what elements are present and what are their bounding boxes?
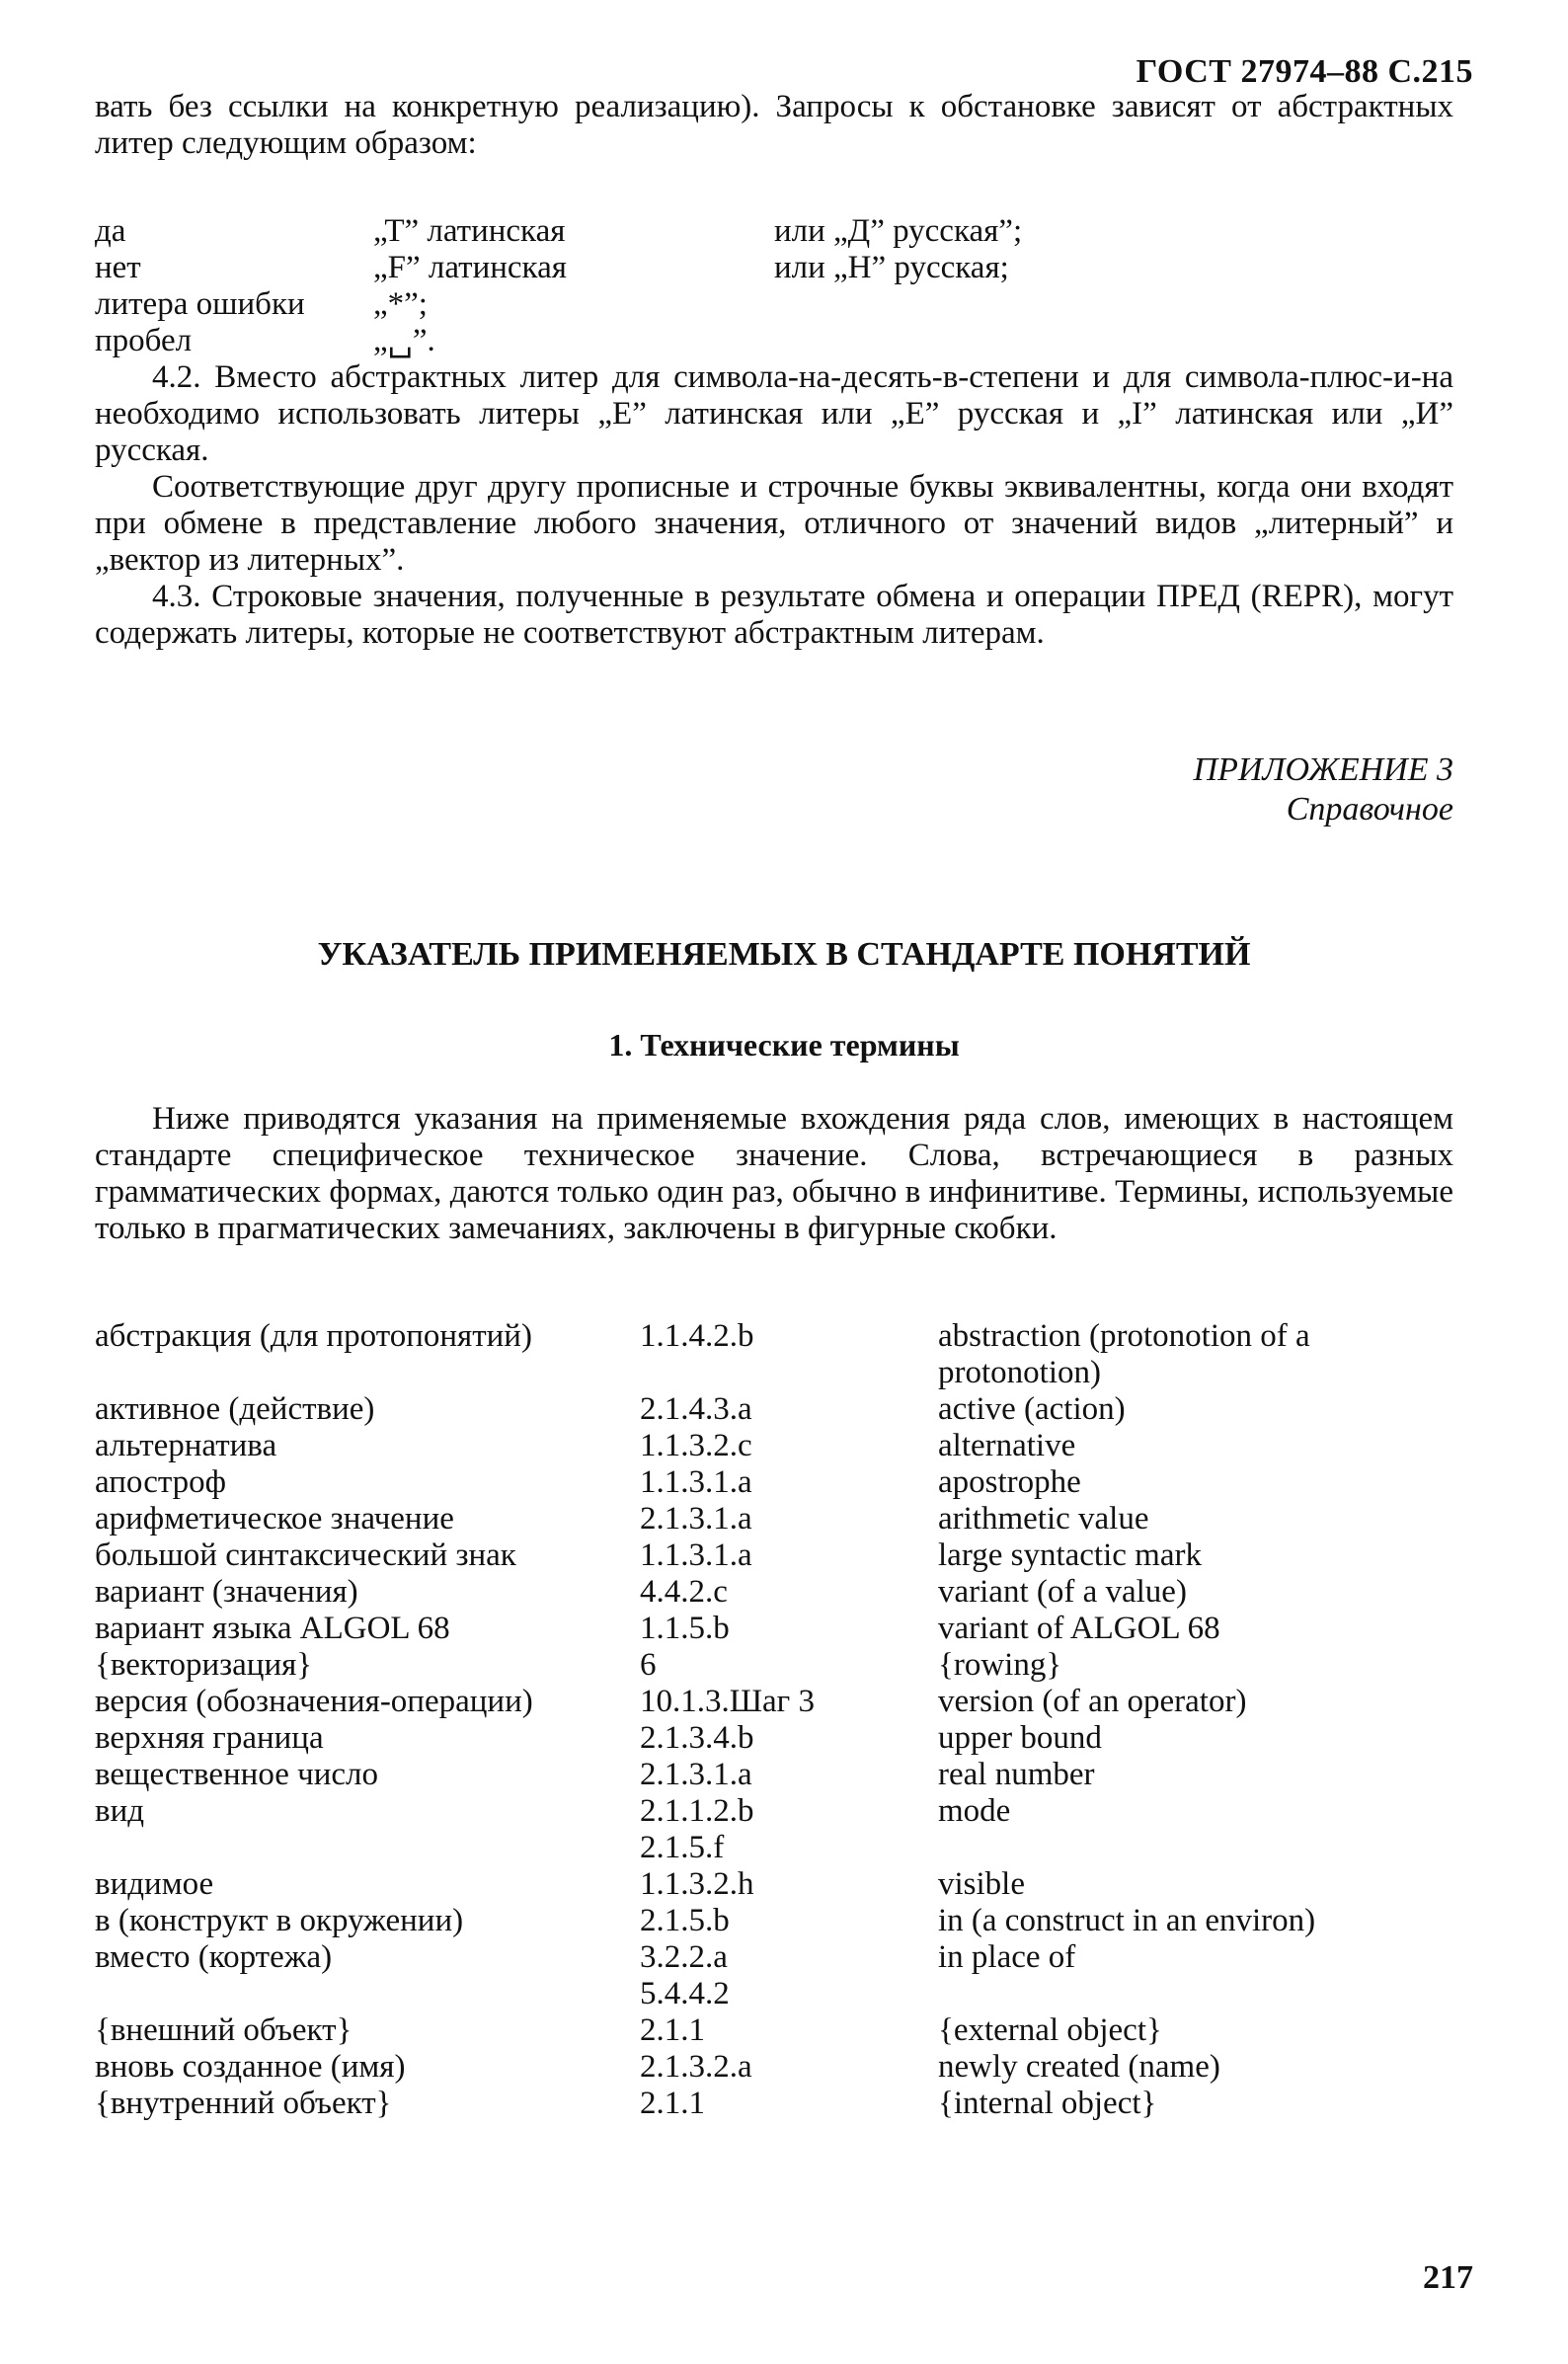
term-en: variant (of a value) [938,1574,1187,1610]
term-ru: версия (обозначения-операции) [95,1684,533,1719]
table-row [95,1830,1457,1866]
letter-latin: „F” латинская [373,250,567,285]
table-row [95,1903,1457,1939]
table-row [95,1757,1457,1793]
term-en: apostrophe [938,1464,1081,1500]
term-en: in place of [938,1939,1076,1975]
letter-row-space [95,323,1457,359]
appendix-block [1194,750,1453,829]
letter-row-no [95,250,1457,286]
term-en: arithmetic value [938,1501,1149,1537]
term-code: 2.1.3.1.a [640,1757,752,1792]
term-en: version (of an operator) [938,1684,1247,1719]
paragraph-cases: Соответствующие друг другу прописные и строчные буквы эквивалентны, когда они входят при обмене в представление любого значения, отличного от значений видов „литерный” и „вектор из литерных”. [95,469,1453,578]
term-code: 1.1.3.1.a [640,1464,752,1500]
letter-name: нет [95,250,141,285]
letter-russian: или „Н” русская; [774,250,1009,285]
intro-text: Ниже приводятся указания на применяемые вхождения ряда слов, имеющих в настоящем стандарте специфическое техническое значение. Слова, встречающиеся в разных грамматических формах, даются только один раз, обычно в инфинитиве. Термины, используемые только в прагматических замечаниях, заключены в фигурные скобки. [95,1101,1453,1246]
term-ru: активное (действие) [95,1391,375,1427]
table-row [95,1976,1457,2012]
page-header: ГОСТ 27974–88 С.215 [1136,53,1473,90]
term-code: 10.1.3.Шаг 3 [640,1684,815,1719]
term-ru: верхняя граница [95,1720,324,1756]
table-row [95,1537,1457,1574]
term-code: 2.1.1 [640,2086,705,2121]
letter-latin: „␣”. [373,323,435,358]
table-row [95,1720,1457,1757]
letter-latin: „*”; [373,286,428,322]
term-code: 6 [640,1647,657,1683]
top-paragraph [95,89,1453,162]
term-ru: вариант (значения) [95,1574,358,1610]
letter-row-yes [95,213,1457,250]
letter-row-error [95,286,1457,323]
term-en: {external object} [938,2012,1162,2048]
term-ru: вместо (кортежа) [95,1939,333,1975]
page-number: 217 [1423,2259,1473,2296]
term-en: large syntactic mark [938,1537,1202,1573]
term-code: 1.1.3.2.c [640,1428,752,1463]
term-en: in (a construct in an environ) [938,1903,1316,1938]
term-en: abstraction (protonotion of a protonotion) [938,1318,1310,1390]
term-en: mode [938,1793,1011,1829]
table-row [95,1647,1457,1684]
term-code: 1.1.3.1.a [640,1537,752,1573]
paragraph-4-2: 4.2. Вместо абстрактных литер для символа-на-десять-в-степени и для символа-плюс-и-на необходимо использовать литеры „Е” латинская или „Е” русская и „I” латинская или „И” русская. [95,359,1453,468]
table-row [95,1464,1457,1501]
term-ru: вид [95,1793,145,1829]
term-ru: абстракция (для протопонятий) [95,1318,532,1354]
table-row [95,1318,1457,1391]
term-en: {rowing} [938,1647,1062,1683]
term-ru: вещественное число [95,1757,379,1792]
term-en: active (action) [938,1391,1126,1427]
letter-russian: или „Д” русская”; [774,213,1023,249]
term-en [938,1976,1457,2012]
paragraph-4-3: 4.3. Строковые значения, полученные в результате обмена и операции ПРЕД (REPR), могут содержать литеры, которые не соответствуют абстрактным литерам. [95,579,1453,651]
term-ru: арифметическое значение [95,1501,454,1537]
term-code: 2.1.1.2.b [640,1793,754,1829]
terms-table [95,1318,1457,2122]
letter-latin: „Т” латинская [373,213,566,249]
term-code: 2.1.3.4.b [640,1720,754,1756]
paragraphs [95,359,1453,652]
term-code: 4.4.2.c [640,1574,728,1610]
term-code: 2.1.1 [640,2012,705,2048]
term-ru: {внешний объект} [95,2012,353,2048]
term-code: 2.1.3.2.a [640,2049,752,2085]
term-ru: вариант языка ALGOL 68 [95,1611,450,1646]
term-code: 1.1.5.b [640,1611,730,1646]
table-row [95,1501,1457,1537]
term-ru: в (конструкт в окружении) [95,1903,464,1938]
table-row [95,2012,1457,2049]
term-code: 3.2.2.a [640,1939,728,1975]
appendix-kind: Справочное [1286,791,1453,827]
page-title: УКАЗАТЕЛЬ ПРИМЕНЯЕМЫХ В СТАНДАРТЕ ПОНЯТИЙ [317,936,1251,973]
table-row [95,1428,1457,1464]
term-code: 1.1.4.2.b [640,1318,754,1354]
term-code: 2.1.3.1.a [640,1501,752,1537]
table-row [95,1793,1457,1830]
term-en: visible [938,1866,1025,1902]
term-ru: {векторизация} [95,1647,313,1683]
letter-name: литера ошибки [95,286,305,322]
term-ru: альтернатива [95,1428,277,1463]
top-paragraph-text: вать без ссылки на конкретную реализацию). Запросы к обстановке зависят от абстрактных литер следующим образом: [95,89,1453,161]
term-ru: видимое [95,1866,214,1902]
term-en: variant of ALGOL 68 [938,1611,1220,1646]
term-ru: {внутренний объект} [95,2086,392,2121]
term-code: 2.1.4.3.a [640,1391,752,1427]
term-ru [95,1830,640,1866]
term-code: 2.1.5.b [640,1903,730,1938]
term-en: alternative [938,1428,1076,1463]
term-ru: большой синтаксический знак [95,1537,516,1573]
table-row [95,2086,1457,2122]
table-row [95,1684,1457,1720]
letter-name: да [95,213,126,249]
term-en [938,1830,1457,1866]
term-code: 1.1.3.2.h [640,1866,754,1902]
table-row [95,1939,1457,1976]
term-en: {internal object} [938,2086,1157,2121]
intro-paragraph [95,1101,1453,1247]
term-en: upper bound [938,1720,1102,1756]
section-heading: 1. Технические термины [608,1027,960,1063]
term-code: 5.4.4.2 [640,1976,730,2011]
term-ru: вновь созданное (имя) [95,2049,406,2085]
letter-name: пробел [95,323,193,358]
term-ru: апостроф [95,1464,227,1500]
term-en: newly created (name) [938,2049,1220,2085]
table-row [95,1574,1457,1611]
term-code: 2.1.5.f [640,1830,725,1865]
table-row [95,1866,1457,1903]
appendix-label: ПРИЛОЖЕНИЕ 3 [1193,751,1453,788]
table-row [95,2049,1457,2086]
term-ru [95,1976,640,2012]
term-en: real number [938,1757,1095,1792]
table-row [95,1391,1457,1428]
table-row [95,1611,1457,1647]
